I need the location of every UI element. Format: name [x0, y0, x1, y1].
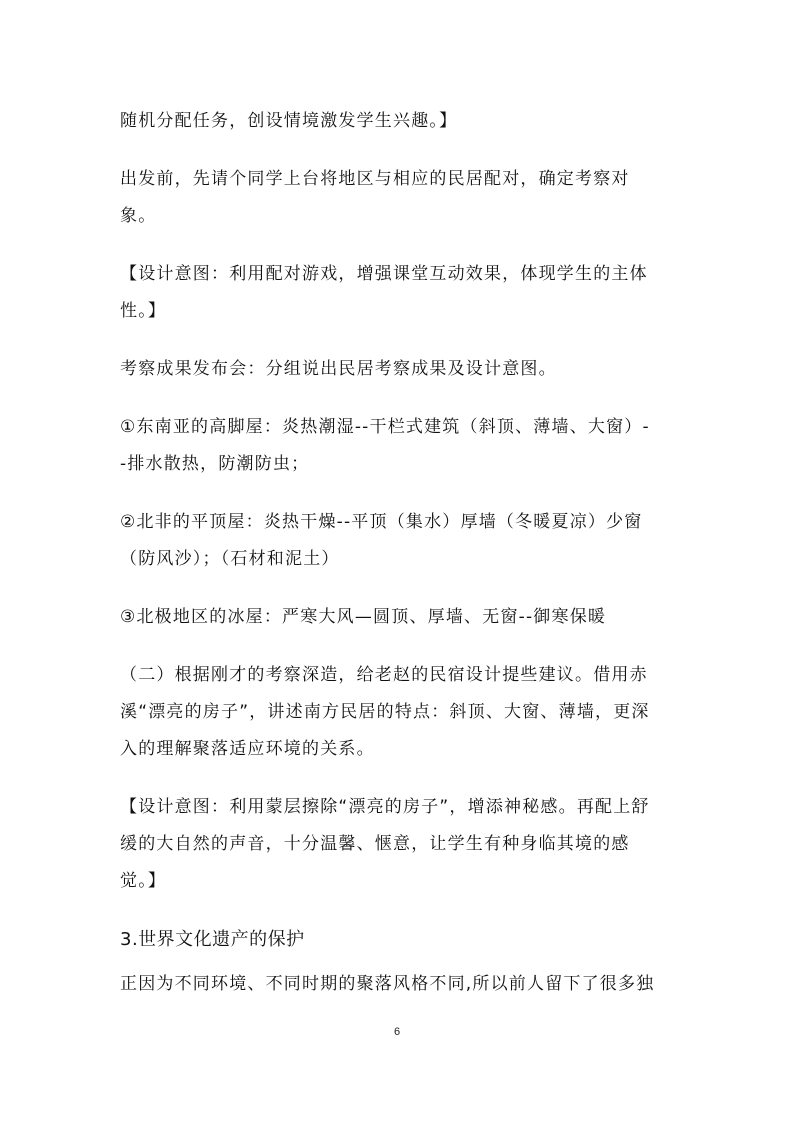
- text-line: 觉。】: [120, 871, 167, 891]
- paragraph-southeast-asia-stilt-house: [120, 409, 680, 483]
- text-line: ③北极地区的冰屋：严寒大风—圆顶、厚墙、无窗--御寒保暖: [120, 607, 607, 627]
- text-line: ②北非的平顶屋：炎热干燥--平顶（集水）厚墙（冬暖夏凉）少窗: [120, 512, 643, 532]
- paragraph-arctic-igloo: [120, 599, 680, 636]
- paragraph-heritage-intro: [120, 966, 680, 1003]
- text-line: 【设计意图：利用蒙层擦除“漂亮的房子”，增添神秘感。再配上舒: [120, 797, 650, 817]
- paragraph-results-presentation: [120, 351, 680, 388]
- paragraph-task-assignment: [120, 103, 680, 140]
- paragraph-pairing-activity: [120, 161, 680, 235]
- section-heading: 3.世界文化遗产的保护: [120, 929, 305, 950]
- text-line: 象。: [120, 206, 157, 226]
- text-line: 【设计意图：利用配对游戏，增强课堂互动效果，体现学生的主体: [120, 264, 648, 284]
- text-line: 随机分配任务，创设情境激发学生兴趣。】: [120, 111, 458, 131]
- text-line: 正因为不同环境、不同时期的聚落风格不同,所以前人留下了很多独: [120, 974, 655, 994]
- text-line: 缓的大自然的声音，十分温馨、惬意，让学生有种身临其境的感: [120, 834, 630, 854]
- paragraph-design-intent-1: [120, 256, 680, 330]
- page-number: 6: [393, 1026, 401, 1038]
- text-line: （二）根据刚才的考察深造，给老赵的民宿设计提些建议。借用赤: [120, 665, 648, 685]
- paragraph-design-intent-2: [120, 789, 680, 900]
- text-line: 入的理解聚落适应环境的关系。: [120, 739, 375, 759]
- paragraph-north-africa-flat-roof: [120, 504, 680, 578]
- text-line: -排水散热，防潮防虫；: [120, 454, 310, 474]
- paragraph-homestay-suggestions: [120, 657, 680, 768]
- text-line: 考察成果发布会：分组说出民居考察成果及设计意图。: [120, 359, 557, 379]
- page-content: [120, 103, 680, 1024]
- text-line: ①东南亚的高脚屋：炎热潮湿--干栏式建筑（斜顶、薄墙、大窗）-: [120, 417, 650, 437]
- text-line: （防风沙）；（石材和泥土）: [120, 549, 340, 569]
- text-line: 性。】: [120, 301, 167, 321]
- text-line: 出发前，先请个同学上台将地区与相应的民居配对，确定考察对: [120, 169, 630, 189]
- text-line: 溪“漂亮的房子”，讲述南方民居的特点：斜顶、大窗、薄墙，更深: [120, 702, 650, 722]
